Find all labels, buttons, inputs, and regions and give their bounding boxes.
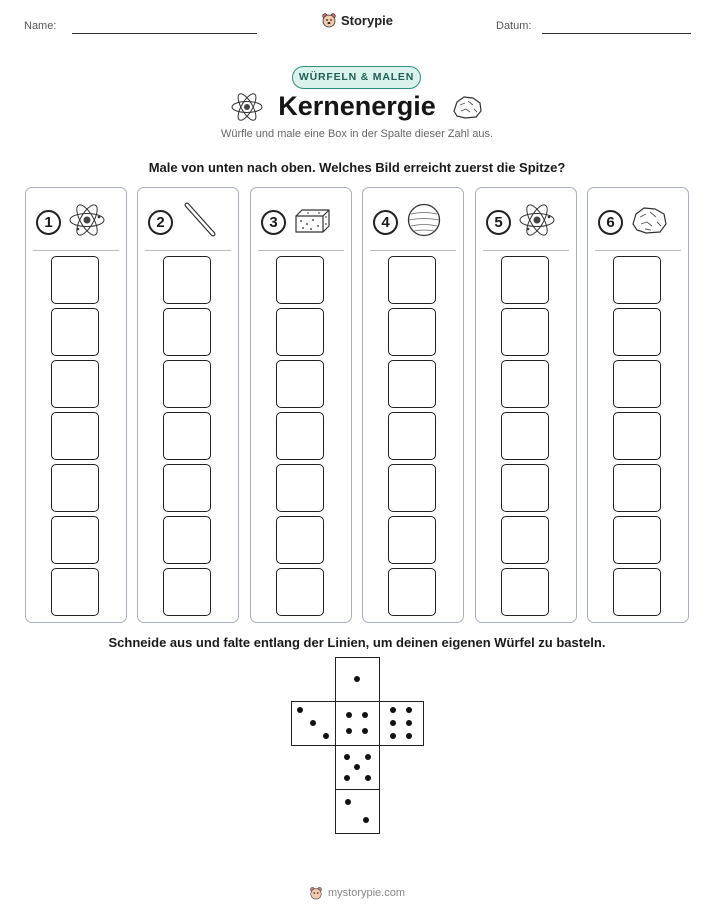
column-header (148, 202, 219, 243)
rock-icon (629, 202, 669, 243)
name-line[interactable] (72, 33, 257, 34)
bear-icon (321, 12, 337, 28)
column-divider (145, 250, 231, 251)
footer (0, 886, 714, 900)
block-icon (292, 202, 332, 243)
color-box[interactable] (51, 412, 99, 460)
color-box[interactable] (51, 464, 99, 512)
brand-logo (0, 12, 714, 28)
color-box[interactable] (51, 308, 99, 356)
color-box[interactable] (163, 412, 211, 460)
die-pip (406, 733, 412, 739)
color-box[interactable] (501, 464, 549, 512)
color-box[interactable] (388, 308, 436, 356)
color-box[interactable] (51, 256, 99, 304)
color-box[interactable] (613, 308, 661, 356)
column-1 (25, 187, 127, 623)
column-divider (370, 250, 456, 251)
brand-name: Storypie (340, 12, 393, 28)
color-box[interactable] (613, 464, 661, 512)
column-header (261, 202, 332, 243)
die-pip (344, 754, 350, 760)
color-box[interactable] (613, 568, 661, 616)
cut-instruction: Schneide aus und falte entlang der Linien, um deinen eigenen Würfel zu basteln. (108, 635, 606, 650)
bear-icon (309, 886, 323, 900)
color-box[interactable] (163, 516, 211, 564)
column-divider (595, 250, 681, 251)
column-6 (587, 187, 689, 623)
die-face-6 (379, 701, 424, 746)
die-pip (390, 707, 396, 713)
color-box[interactable] (51, 360, 99, 408)
color-box[interactable] (163, 256, 211, 304)
column-2 (137, 187, 239, 623)
color-box[interactable] (501, 568, 549, 616)
footer-url: mystorypie.com (327, 887, 406, 899)
rod-icon (179, 202, 219, 243)
color-box[interactable] (388, 464, 436, 512)
color-box[interactable] (276, 360, 324, 408)
color-box[interactable] (276, 464, 324, 512)
color-box[interactable] (163, 360, 211, 408)
die-face-3 (291, 701, 336, 746)
game-question: Male von unten nach oben. Welches Bild erreicht zuerst die Spitze? (148, 160, 566, 175)
die-face-4 (335, 701, 380, 746)
rock-icon (450, 92, 484, 122)
color-box[interactable] (388, 360, 436, 408)
color-box[interactable] (51, 516, 99, 564)
die-pip (362, 728, 368, 734)
die-pip (354, 676, 360, 682)
color-box[interactable] (276, 308, 324, 356)
atom-icon (517, 202, 557, 243)
color-box[interactable] (501, 256, 549, 304)
activity-badge: WÜRFELN & MALEN (292, 66, 421, 89)
die-face-2 (335, 789, 380, 834)
color-box[interactable] (388, 256, 436, 304)
die-pip (365, 775, 371, 781)
die-pip (363, 817, 369, 823)
color-box[interactable] (388, 412, 436, 460)
color-box[interactable] (501, 308, 549, 356)
column-header (36, 202, 107, 243)
color-box[interactable] (501, 360, 549, 408)
column-number: 6 (598, 210, 623, 235)
column-header (486, 202, 557, 243)
color-box[interactable] (613, 516, 661, 564)
color-box[interactable] (501, 412, 549, 460)
name-label: Name: (24, 20, 57, 32)
column-5 (475, 187, 577, 623)
die-pip (346, 712, 352, 718)
title-row (0, 91, 714, 122)
color-box[interactable] (163, 464, 211, 512)
die-pip (354, 764, 360, 770)
column-number: 3 (261, 210, 286, 235)
column-divider (33, 250, 119, 251)
atom-icon (67, 202, 107, 243)
die-pip (345, 799, 351, 805)
column-3 (250, 187, 352, 623)
instructions-subtitle: Würfle und male eine Box in der Spalte dieser Zahl aus. (220, 128, 494, 140)
color-box[interactable] (276, 568, 324, 616)
color-box[interactable] (276, 516, 324, 564)
date-line[interactable] (542, 33, 691, 34)
die-pip (406, 720, 412, 726)
color-box[interactable] (501, 516, 549, 564)
column-number: 1 (36, 210, 61, 235)
column-4 (362, 187, 464, 623)
sphere-icon (404, 202, 444, 243)
color-box[interactable] (613, 360, 661, 408)
die-pip (365, 754, 371, 760)
color-box[interactable] (613, 412, 661, 460)
date-label: Datum: (496, 20, 532, 32)
color-box[interactable] (51, 568, 99, 616)
column-number: 2 (148, 210, 173, 235)
column-header (598, 202, 669, 243)
die-face-1 (335, 657, 380, 702)
column-divider (483, 250, 569, 251)
color-box[interactable] (276, 256, 324, 304)
die-pip (390, 733, 396, 739)
page-title: Kernenergie (278, 91, 436, 121)
die-pip (390, 720, 396, 726)
color-box[interactable] (163, 308, 211, 356)
atom-icon (230, 92, 264, 122)
die-pip (297, 707, 303, 713)
die-face-5 (335, 745, 380, 790)
color-box[interactable] (388, 516, 436, 564)
die-pip (362, 712, 368, 718)
color-box[interactable] (163, 568, 211, 616)
column-number: 5 (486, 210, 511, 235)
color-box[interactable] (388, 568, 436, 616)
column-divider (258, 250, 344, 251)
die-pip (310, 720, 316, 726)
die-pip (323, 733, 329, 739)
die-pip (344, 775, 350, 781)
die-pip (346, 728, 352, 734)
color-box[interactable] (276, 412, 324, 460)
die-pip (406, 707, 412, 713)
column-number: 4 (373, 210, 398, 235)
column-header (373, 202, 444, 243)
color-box[interactable] (613, 256, 661, 304)
